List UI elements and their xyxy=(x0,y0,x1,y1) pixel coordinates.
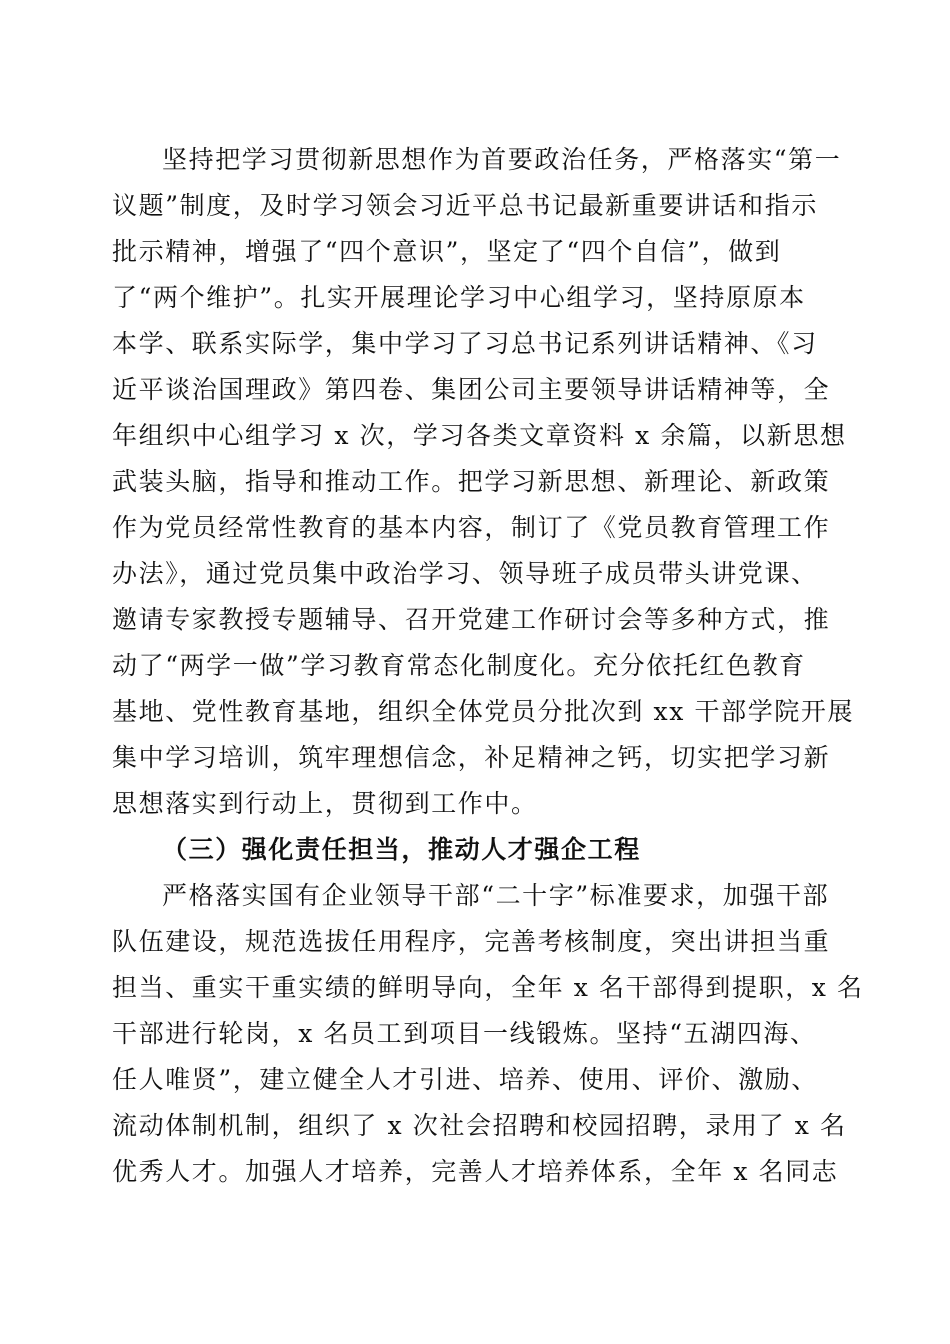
paragraph-2-line: 队伍建设，规范选拔任用程序，完善考核制度，突出讲担当重 xyxy=(112,927,831,956)
paragraph-1-line: 动了“两学一做”学习教育常态化制度化。充分依托红色教育 xyxy=(112,651,806,680)
paragraph-1-line: 批示精神，增强了“四个意识”，坚定了“四个自信”，做到 xyxy=(112,237,782,266)
paragraph-2-line: 流动体制机制，组织了 x 次社会招聘和校园招聘，录用了 x 名 xyxy=(112,1111,847,1140)
paragraph-1-line: 作为党员经常性教育的基本内容，制订了《党员教育管理工作 xyxy=(112,513,831,542)
paragraph-1-line: 集中学习培训，筑牢理想信念，补足精神之钙，切实把学习新 xyxy=(112,743,831,772)
paragraph-1-line: 基地、党性教育基地，组织全体党员分批次到 xx 干部学院开展 xyxy=(112,697,855,726)
paragraph-2-line: 任人唯贤”，建立健全人才引进、培养、使用、评价、激励、 xyxy=(112,1065,818,1094)
paragraph-2-line: 干部进行轮岗，x 名员工到项目一线锻炼。坚持“五湖四海、 xyxy=(112,1019,817,1048)
paragraph-2-line: 严格落实国有企业领导干部“二十字”标准要求，加强干部 xyxy=(162,881,830,910)
paragraph-1-line: 了“两个维护”。扎实开展理论学习中心组学习，坚持原原本 xyxy=(112,283,806,312)
paragraph-1-line: 办法》，通过党员集中政治学习、领导班子成员带头讲党课、 xyxy=(112,559,818,588)
paragraph-1-line: 坚持把学习贯彻新思想作为首要政治任务，严格落实“第一 xyxy=(162,145,842,174)
paragraph-1-line: 思想落实到行动上，贯彻到工作中。 xyxy=(112,789,538,818)
paragraph-1-line: 议题”制度，及时学习领会习近平总书记最新重要讲话和指示 xyxy=(112,191,818,220)
paragraph-1-line: 年组织中心组学习 x 次，学习各类文章资料 x 余篇，以新思想 xyxy=(112,421,847,450)
section-heading: （三）强化责任担当，推动人才强企工程 xyxy=(162,835,641,864)
paragraph-2-line: 优秀人才。加强人才培养，完善人才培养体系，全年 x 名同志 xyxy=(112,1157,839,1186)
paragraph-1-line: 邀请专家教授专题辅导、召开党建工作研讨会等多种方式，推 xyxy=(112,605,831,634)
paragraph-2-line: 担当、重实干重实绩的鲜明导向，全年 x 名干部得到提职，x 名 xyxy=(112,973,864,1002)
paragraph-1-line: 近平谈治国理政》第四卷、集团公司主要领导讲话精神等，全 xyxy=(112,375,831,404)
body-text xyxy=(112,137,864,1195)
paragraph-1-line: 本学、联系实际学，集中学习了习总书记系列讲话精神、《习 xyxy=(112,329,818,358)
paragraph-1-line: 武装头脑，指导和推动工作。把学习新思想、新理论、新政策 xyxy=(112,467,831,496)
